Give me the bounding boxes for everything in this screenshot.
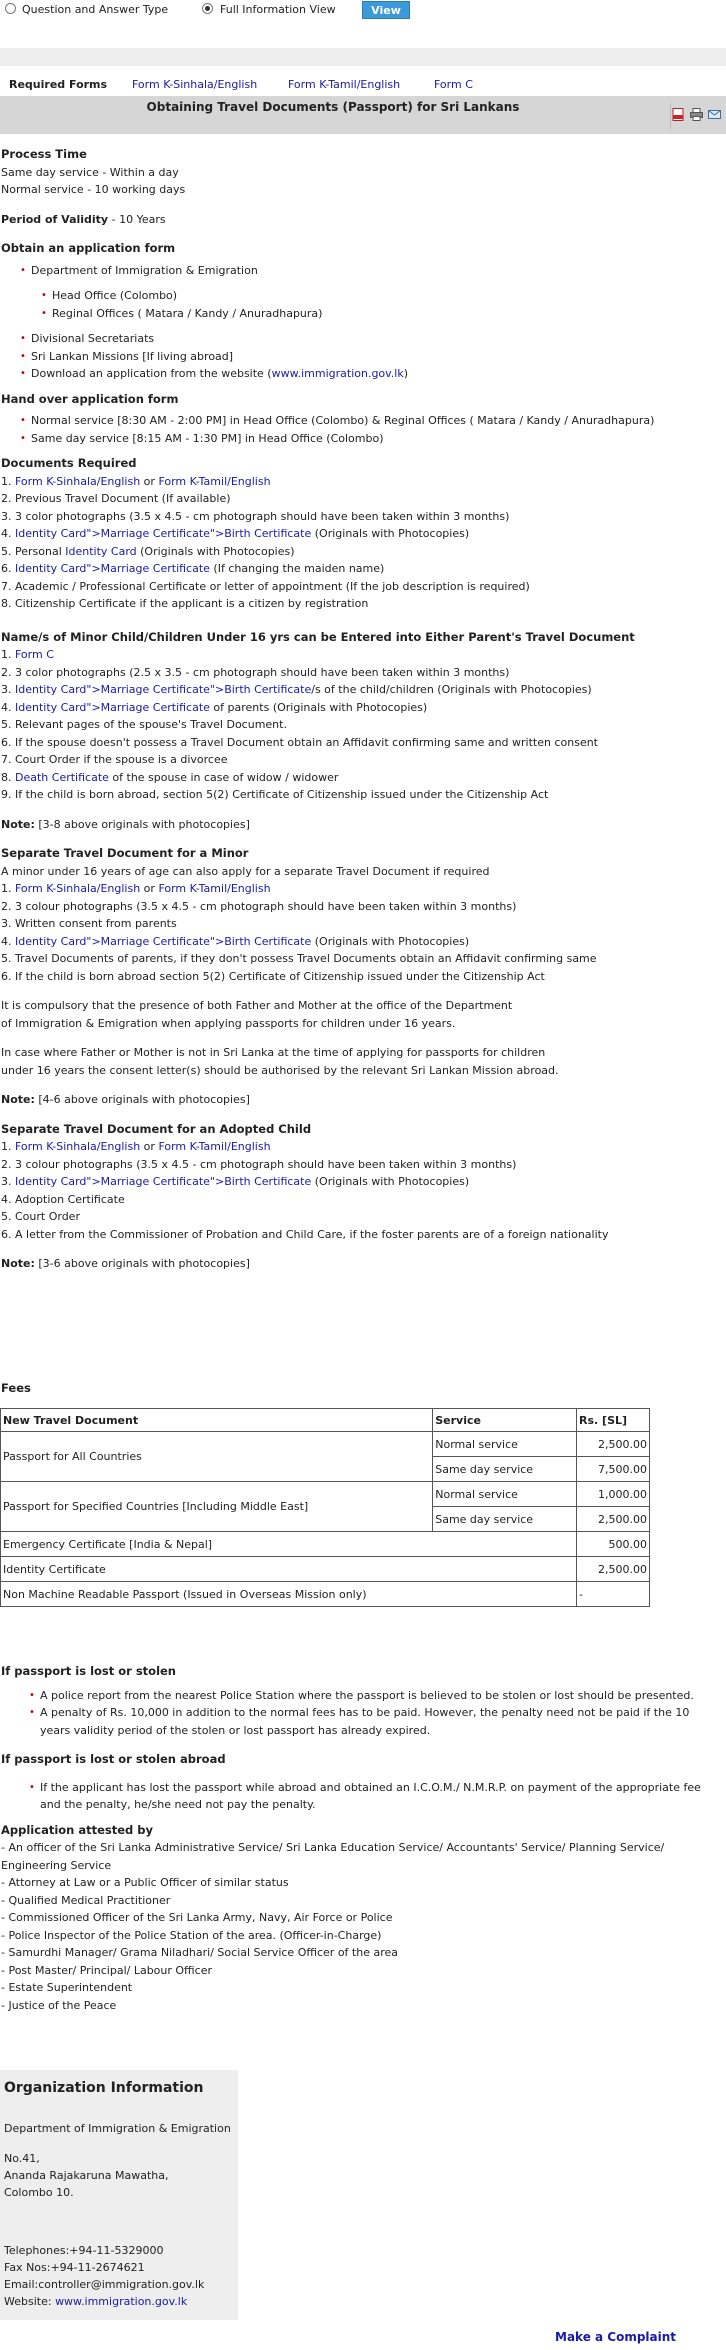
title-bar [0, 96, 726, 134]
org-address: Ananda Rajakaruna Mawatha, [4, 2169, 169, 2182]
list-item: 5. Personal Identity Card (Originals with Photocopies) [1, 544, 295, 558]
minor-heading: Name/s of Minor Child/Children Under 16 yrs can be Entered into Either Parent's Travel Document [1, 629, 635, 644]
table-row [1, 1432, 650, 1457]
list-item: 1. Form C [1, 648, 54, 661]
page-title: Obtaining Travel Documents (Passport) for Sri Lankans [146, 100, 520, 114]
list-item: • Same day service [8:15 AM - 1:30 PM] in Head Office (Colombo) [20, 430, 723, 448]
fees-table [0, 1408, 650, 1607]
certificate-link[interactable]: Identity Card">Marriage Certificate">Birth Certificate [15, 683, 312, 696]
full-view-label[interactable]: Full Information View [220, 3, 336, 16]
list-item: 4. Identity Card">Marriage Certificate">Birth Certificate (Originals with Photocopies) [1, 934, 470, 948]
handover-list [20, 412, 723, 447]
email-icon[interactable] [708, 108, 721, 121]
table-row [1, 1482, 650, 1507]
table-cell: Passport for Specified Countries [Including Middle East] [1, 1482, 433, 1532]
main-content [1, 146, 723, 1273]
list-item: 8. Death Certificate of the spouse in case of widow / widower [1, 770, 339, 784]
list-item: 9. If the child is born abroad, section 5(2) Certificate of Citizenship issued under the Citizenship Act [1, 788, 549, 801]
qa-view-label[interactable]: Question and Answer Type [22, 3, 169, 16]
list-item: 6. Identity Card">Marriage Certificate (If changing the maiden name) [1, 562, 385, 575]
form-k-sinhala-link[interactable]: Form K-Sinhala/English [132, 78, 258, 91]
validity-line [1, 211, 723, 229]
list-item: - Attorney at Law or a Public Officer of similar status [1, 1876, 289, 1889]
paragraph: It is compulsory that the presence of both Father and Mother at the office of the Department [1, 999, 513, 1012]
list-item: 2. 3 colour photographs (3.5 x 4.5 - cm photograph should have been taken within 3 months) [1, 1157, 517, 1171]
divider-strip [0, 48, 726, 66]
table-cell: - [577, 1582, 650, 1607]
required-forms-label: Required Forms [9, 78, 108, 91]
process-time-heading: Process Time [1, 147, 87, 161]
list-item: • Divisional Secretariats [20, 330, 723, 348]
intro-text: A minor under 16 years of age can also apply for a separate Travel Document if required [1, 864, 490, 878]
list-item: • A penalty of Rs. 10,000 in addition to the normal fees has to be paid. However, the penalty need not be paid if the 10 years validity period of the stolen or lost passport has already expired. [29, 1704, 723, 1739]
list-item: - Commissioned Officer of the Sri Lanka Army, Navy, Air Force or Police [1, 1911, 393, 1924]
list-item: 1. Form K-Sinhala/English or Form K-Tamil/English [1, 882, 271, 895]
column-header: New Travel Document [1, 1409, 433, 1432]
form-k-sinhala-link[interactable]: Form K-Sinhala/English [15, 1140, 141, 1153]
lost-passport-section [1, 1663, 723, 2014]
list-item: 8. Citizenship Certificate if the applicant is a citizen by registration [1, 597, 369, 610]
list-item: • Sri Lankan Missions [If living abroad] [20, 348, 723, 366]
lost-list [29, 1687, 723, 1740]
list-item: - Post Master/ Principal/ Labour Officer [1, 1963, 213, 1977]
obtain-list [20, 262, 723, 280]
table-cell: 2,500.00 [577, 1432, 650, 1457]
list-item: 3. Written consent from parents [1, 917, 177, 930]
documents-heading: Documents Required [1, 456, 137, 470]
table-cell: 7,500.00 [577, 1457, 650, 1482]
table-header-row [1, 1409, 650, 1432]
list-item: 5. Relevant pages of the spouse's Travel Document. [1, 718, 287, 731]
process-line: Normal service - 10 working days [1, 183, 186, 196]
download-text: Download an application from the website ( [31, 367, 272, 380]
certificate-link[interactable]: Identity Card">Marriage Certificate">Birth Certificate [15, 1175, 312, 1188]
view-type-bar [0, 0, 726, 20]
qa-view-radio[interactable] [5, 3, 16, 14]
office-list [41, 287, 723, 322]
validity-value: - 10 Years [108, 212, 166, 226]
obtain-heading: Obtain an application form [1, 241, 176, 255]
pdf-icon[interactable] [672, 108, 685, 121]
handover-heading: Hand over application form [1, 391, 179, 406]
list-item: 4. Identity Card">Marriage Certificate">Birth Certificate (Originals with Photocopies) [1, 527, 470, 540]
download-suffix: ) [403, 367, 409, 380]
table-cell: Non Machine Readable Passport (Issued in Overseas Mission only) [1, 1582, 577, 1607]
column-header: Service [433, 1409, 577, 1432]
list-item: 6. A letter from the Commissioner of Probation and Child Care, if the foster parents are of a foreign nationality [1, 1227, 609, 1241]
lost-heading: If passport is lost or stolen [1, 1664, 176, 1678]
form-k-tamil-link[interactable]: Form K-Tamil/English [158, 882, 271, 895]
column-header: Rs. [SL] [577, 1409, 650, 1432]
list-item: • Normal service [8:30 AM - 2:00 PM] in Head Office (Colombo) & Reginal Offices ( Matara / Kandy / Anuradhapura) [20, 412, 723, 430]
list-item: 3. 3 color photographs (3.5 x 4.5 - cm photograph should have been taken within 3 months) [1, 509, 510, 523]
immigration-website-link[interactable]: www.immigration.gov.lk [271, 367, 404, 380]
page-tools [670, 103, 672, 129]
lost-abroad-heading: If passport is lost or stolen abroad [1, 1752, 226, 1766]
form-c-link[interactable]: Form C [15, 648, 54, 661]
list-item: 1. Form K-Sinhala/English or Form K-Tamil/English [1, 1140, 271, 1153]
list-item: 4. Adoption Certificate [1, 1192, 125, 1206]
list-item: 7. Academic / Professional Certificate or letter of appointment (If the job description is required) [1, 579, 530, 593]
table-cell: Emergency Certificate [India & Nepal] [1, 1532, 577, 1557]
list-item: 2. Previous Travel Document (If available) [1, 492, 231, 505]
make-complaint-link[interactable]: Make a Complaint [555, 2330, 677, 2344]
list-item: 3. Identity Card">Marriage Certificate">Birth Certificate (Originals with Photocopies) [1, 1175, 470, 1188]
table-row [1, 1532, 650, 1557]
list-item: 4. Identity Card">Marriage Certificate of parents (Originals with Photocopies) [1, 700, 428, 714]
form-k-sinhala-link[interactable]: Form K-Sinhala/English [15, 474, 141, 488]
list-item: - Estate Superintendent [1, 1981, 133, 1994]
certificate-link[interactable]: Identity Card">Marriage Certificate">Birth Certificate [15, 934, 312, 948]
full-view-radio[interactable] [202, 3, 213, 14]
org-telephone: Telephones:+94-11-5329000 [4, 2244, 164, 2257]
required-forms-bar [0, 70, 726, 96]
paragraph: under 16 years the consent letter(s) should be authorised by the relevant Sri Lankan Mission abroad. [1, 1063, 559, 1077]
attested-heading: Application attested by [1, 1822, 154, 1837]
org-website [4, 2295, 187, 2308]
org-address: No.41, [4, 2152, 40, 2165]
table-row [1, 1582, 650, 1607]
separate-minor-heading: Separate Travel Document for a Minor [1, 846, 249, 860]
lost-abroad-list [29, 1779, 723, 1814]
table-cell: 2,500.00 [577, 1507, 650, 1532]
list-item [20, 365, 723, 383]
list-item: 1. Form K-Sinhala/English or Form K-Tamil/English [1, 474, 271, 488]
list-item: • Reginal Offices ( Matara / Kandy / Anuradhapura) [41, 305, 723, 323]
list-item: 7. Court Order if the spouse is a divorcee [1, 753, 228, 766]
list-item: 6. If the spouse doesn't possess a Travel Document obtain an Affidavit confirming same and written consent [1, 735, 598, 749]
list-item: 5. Travel Documents of parents, if they don't possess Travel Documents obtain an Affidavit confirming same [1, 952, 597, 965]
table-cell: Normal service [433, 1432, 577, 1457]
list-item: • Head Office (Colombo) [41, 287, 723, 305]
list-item: 3. Identity Card">Marriage Certificate">Birth Certificate/s of the child/children (Originals with Photocopies) [1, 683, 592, 696]
form-k-tamil-link[interactable]: Form K-Tamil/English [288, 78, 401, 91]
org-heading: Organization Information [4, 2080, 204, 2096]
form-c-link[interactable]: Form C [434, 78, 473, 91]
list-item: 6. If the child is born abroad section 5(2) Certificate of Citizenship issued under the Citizenship Act [1, 969, 545, 983]
table-cell: Same day service [433, 1457, 577, 1482]
adopted-heading: Separate Travel Document for an Adopted Child [1, 1121, 312, 1136]
form-k-sinhala-link[interactable]: Form K-Sinhala/English [15, 882, 141, 895]
org-address: Colombo 10. [4, 2186, 74, 2199]
form-k-tamil-link[interactable]: Form K-Tamil/English [158, 474, 271, 488]
table-cell: Same day service [433, 1507, 577, 1532]
list-item: - An officer of the Sri Lanka Administrative Service/ Sri Lanka Education Service/ Accountants' Service/ Planning Service/ Engineering Service [1, 1841, 665, 1872]
paragraph: of Immigration & Emigration when applying passports for children under 16 years. [1, 1016, 456, 1030]
certificate-link[interactable]: Identity Card">Marriage Certificate [15, 700, 210, 714]
list-item: 2. 3 colour photographs (3.5 x 4.5 - cm photograph should have been taken within 3 months) [1, 899, 517, 913]
org-fax: Fax Nos:+94-11-2674621 [4, 2261, 145, 2274]
paragraph: In case where Father or Mother is not in Sri Lanka at the time of applying for passports for children [1, 1046, 546, 1059]
fees-heading: Fees [1, 1381, 31, 1395]
table-cell: Normal service [433, 1482, 577, 1507]
list-item: 2. 3 color photographs (2.5 x 3.5 - cm photograph should have been taken within 3 months) [1, 665, 510, 679]
list-item: - Police Inspector of the Police Station of the area. (Officer-in-Charge) [1, 1928, 382, 1942]
certificate-link[interactable]: Identity Card">Marriage Certificate">Birth Certificate [15, 527, 312, 540]
list-item: • A police report from the nearest Police Station where the passport is believed to be stolen or lost should be presented. [29, 1687, 723, 1705]
org-name: Department of Immigration & Emigration [4, 2122, 231, 2135]
validity-label: Period of Validity [1, 212, 109, 226]
list-item: - Justice of the Peace [1, 1998, 117, 2012]
list-item: 5. Court Order [1, 1210, 80, 1223]
table-cell: 500.00 [577, 1532, 650, 1557]
process-line: Same day service - Within a day [1, 165, 179, 179]
table-cell: Passport for All Countries [1, 1432, 433, 1482]
list-item: - Samurdhi Manager/ Grama Niladhari/ Social Service Officer of the area [1, 1946, 398, 1959]
table-row [1, 1557, 650, 1582]
website-label: Website: [4, 2295, 56, 2308]
table-cell: 1,000.00 [577, 1482, 650, 1507]
list-item: • If the applicant has lost the passport while abroad and obtained an I.C.O.M./ N.M.R.P. on payment of the appropriate fee and the penalty, he/she need not pay the penalty. [29, 1779, 723, 1814]
org-email: Email:controller@immigration.gov.lk [4, 2278, 205, 2291]
table-cell: 2,500.00 [577, 1557, 650, 1582]
table-cell: Identity Certificate [1, 1557, 577, 1582]
certificate-link[interactable]: Identity Card">Marriage Certificate [15, 562, 210, 575]
print-icon[interactable] [690, 108, 703, 121]
list-item: - Qualified Medical Practitioner [1, 1893, 171, 1907]
form-k-tamil-link[interactable]: Form K-Tamil/English [158, 1140, 271, 1153]
death-certificate-link[interactable]: Death Certificate [15, 770, 109, 784]
list-item: • Department of Immigration & Emigration [20, 262, 723, 280]
note: Note: [3-6 above originals with photocopies] [1, 1257, 250, 1270]
obtain-list-2 [20, 330, 723, 383]
website-link[interactable]: www.immigration.gov.lk [55, 2295, 188, 2308]
identity-card-link[interactable]: Identity Card [65, 544, 137, 558]
organization-info [0, 2070, 238, 2320]
view-button[interactable]: View [362, 1, 410, 19]
note: Note: [4-6 above originals with photocopies] [1, 1093, 250, 1106]
note: Note: [3-8 above originals with photocopies] [1, 817, 250, 831]
